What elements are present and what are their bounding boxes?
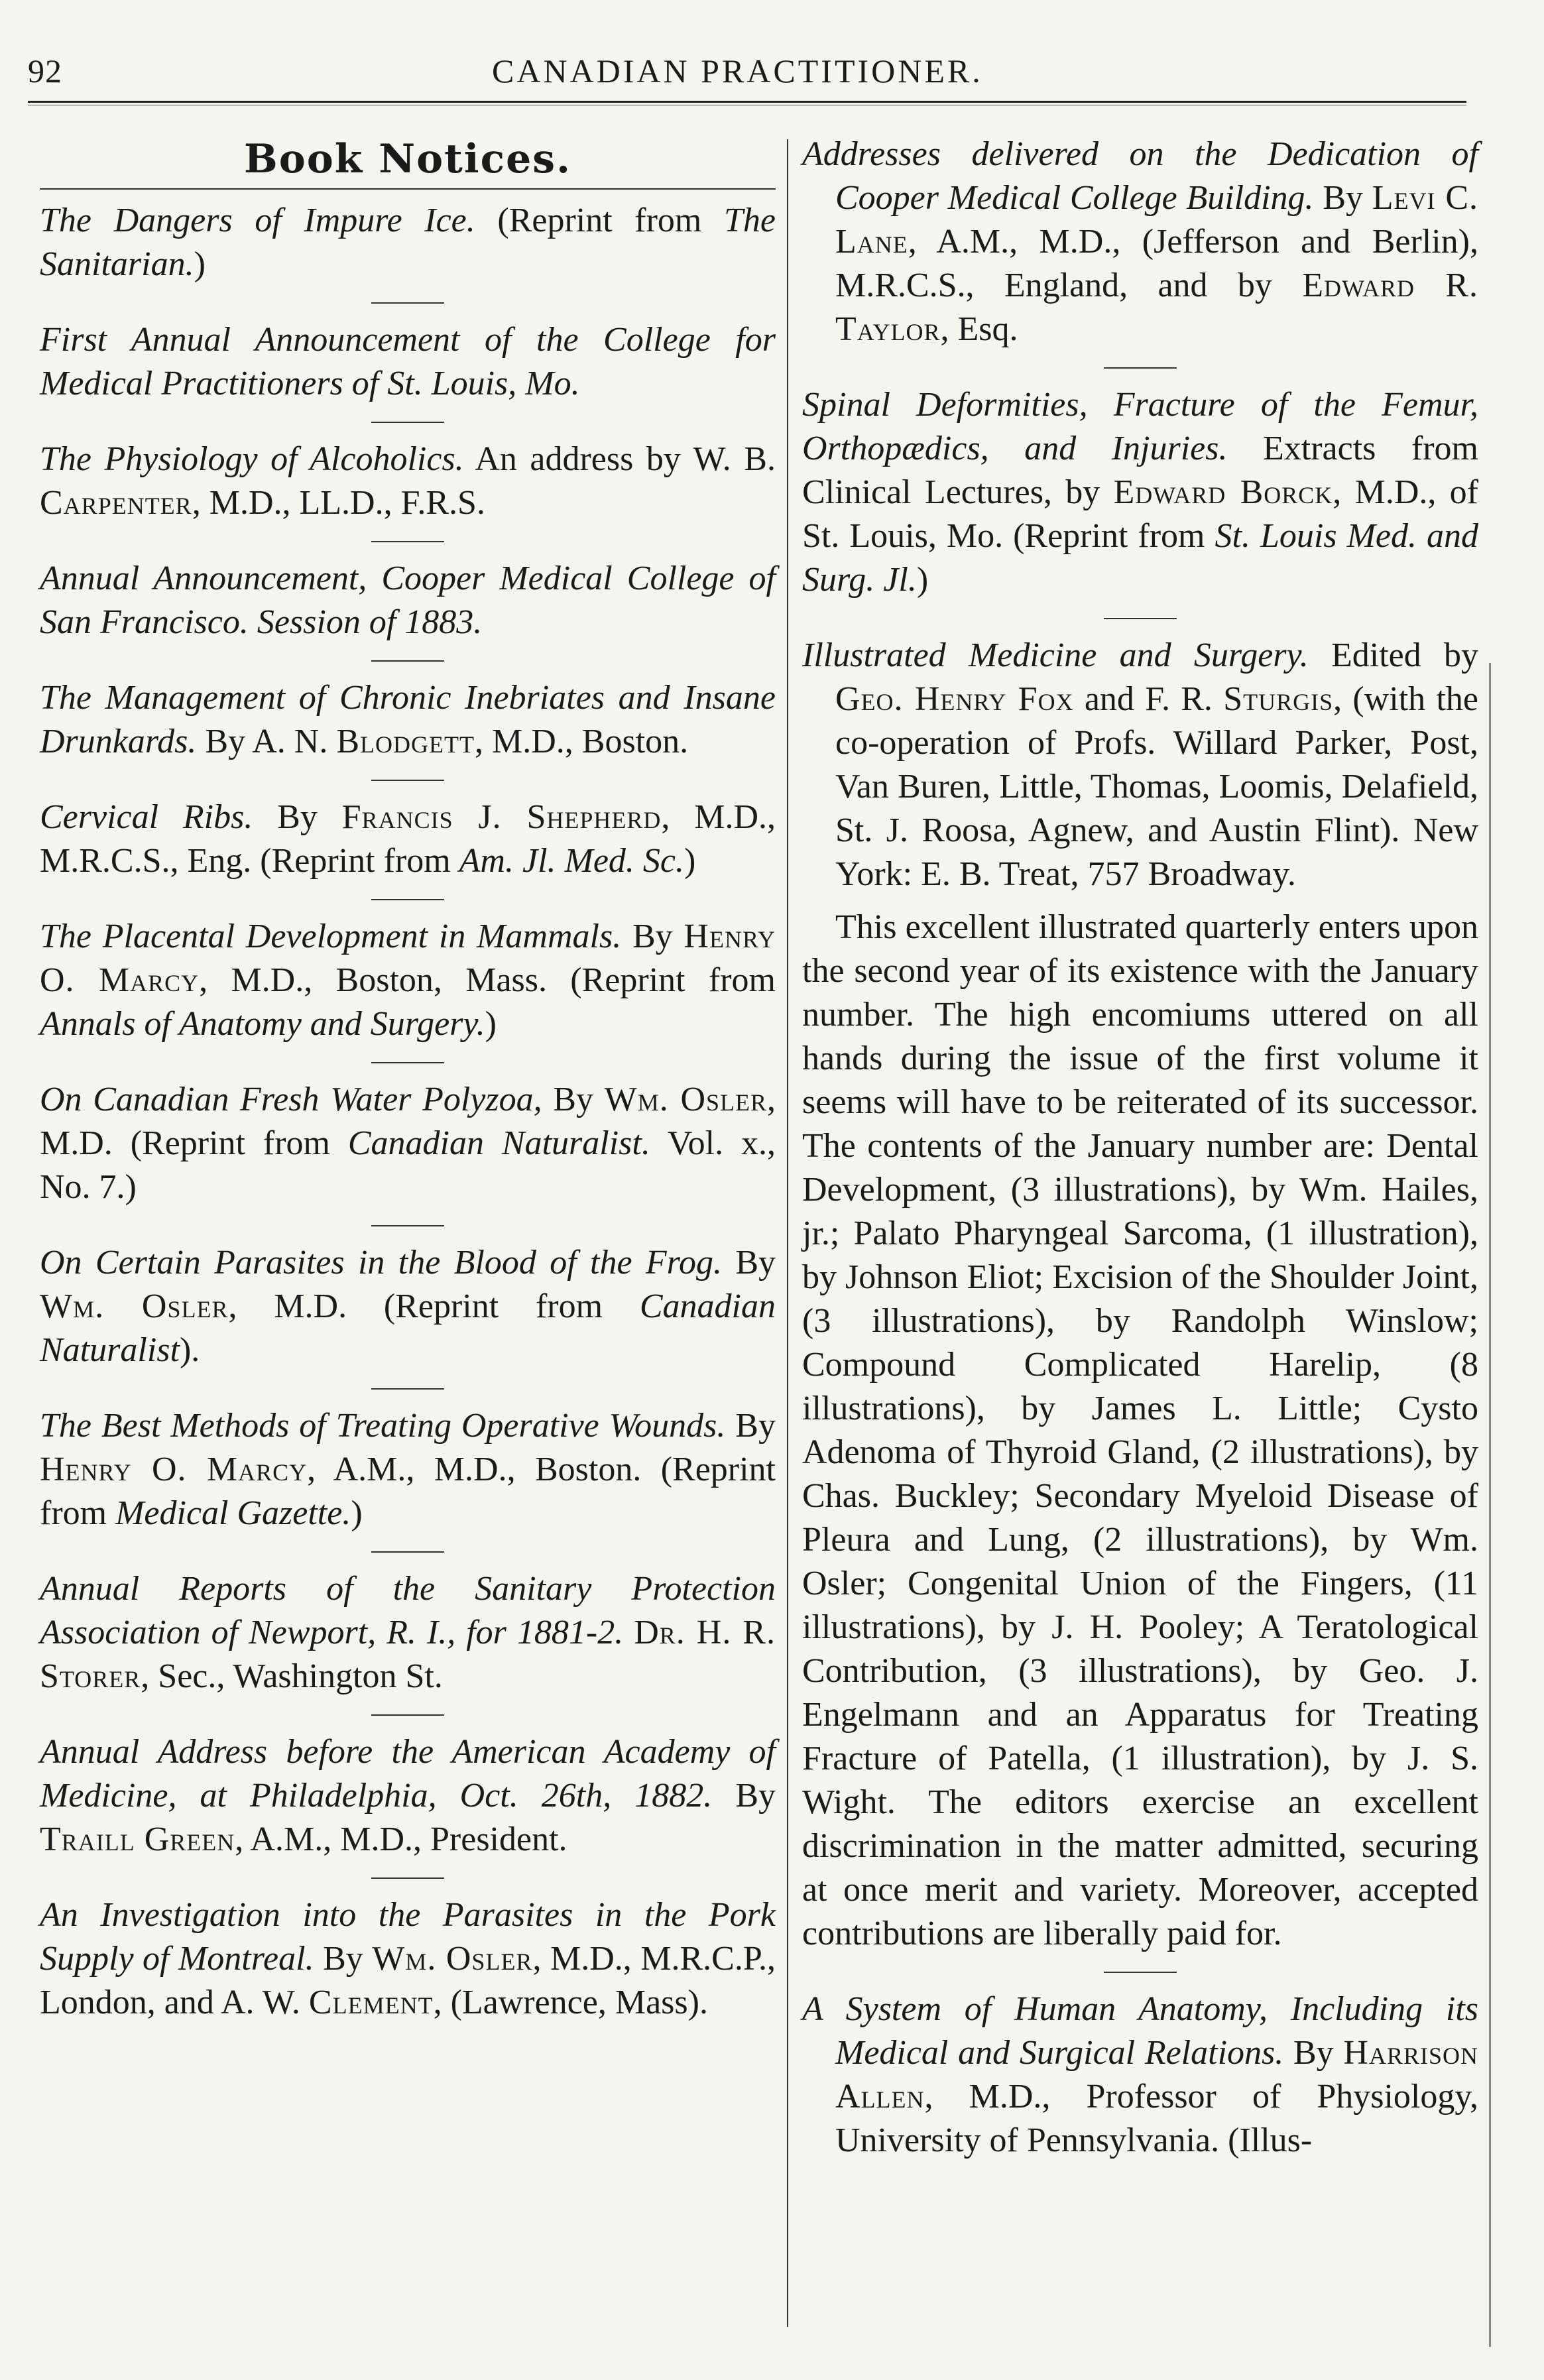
- book-source: St. Louis Med. and Surg. Jl.: [802, 517, 1478, 599]
- book-author: Clement: [308, 1984, 434, 2021]
- book-title: An Investigation into the Parasites in the Pork Supply of Montreal.: [40, 1896, 776, 1978]
- book-entry: The Management of Chronic Inebriates and Insane Drunkards. By A. N. Blodgett, M.D., Boston.: [40, 679, 776, 760]
- entry-separator: [371, 1877, 444, 1879]
- book-source: Medical Gazette.: [115, 1494, 351, 1532]
- entry-separator: [371, 1225, 444, 1226]
- book-entry: Annual Reports of the Sanitary Protection Association of Newport, R. I., for 1881-2. Dr. H. R. Storer, Sec., Washington St.: [40, 1570, 776, 1695]
- page-number: 92: [28, 52, 62, 89]
- book-title: Annual Address before the American Academy of Medicine, at Philadelphia, Oct. 26th, 1882.: [40, 1733, 776, 1815]
- book-entry: The Dangers of Impure Ice. (Reprint from The Sanitarian.): [40, 202, 776, 283]
- book-entry: On Certain Parasites in the Blood of the Frog. By Wm. Osler, M.D. (Reprint from Canadian Naturalist).: [40, 1244, 776, 1369]
- column-divider: [787, 139, 788, 2327]
- entry-separator: [371, 541, 444, 542]
- book-author: Carpenter: [40, 484, 192, 522]
- entry-separator: [371, 1062, 444, 1063]
- book-author: Dr. H. R. Storer: [40, 1614, 776, 1695]
- review-paragraph: This excellent illustrated quarterly enters upon the second year of its existence with the January number. The high encomiums uttered on all hands during the issue of the first volume it seems will have to be reiterated of its successor. The contents of the January number are: Dental Development, (3 illustrations), by Wm. Hailes, jr.; Palato Pharyngeal Sarcoma, (1 illustration), by Johnson Eliot; Excision of the Shoulder Joint, (3 illustrations), by Randolph Winslow; Compound Complicated Harelip, (8 illustrations), by James L. Little; Cysto Adenoma of Thyroid Gland, (2 illustrations), by Chas. Buckley; Secondary Myeloid Disease of Pleura and Lung, (2 illustrations), by Wm. Osler; Congenital Union of the Fingers, (11 illustrations), by J. H. Pooley; A Teratological Contribution, (3 illustrations), by Geo. J. Engelmann and an Apparatus for Treating Fracture of Patella, (1 illustration), by J. S. Wight. The editors exercise an excellent discrimination in the matter admitted, securing at once merit and variety. Moreover, accepted contributions are liberally paid for.: [802, 908, 1478, 1952]
- book-entry: Addresses delivered on the Dedication of Cooper Medical College Building. By Levi C. Lane, A.M., M.D., (Jefferson and Berlin), M.R.C.S., England, and by Edward R. Taylor, Esq.: [802, 135, 1478, 348]
- book-author: Harrison Allen: [835, 2034, 1478, 2115]
- book-entry: Spinal Deformities, Fracture of the Femur, Orthopædics, and Injuries. Extracts from Clinical Lectures, by Edward Borck, M.D., of St. Louis, Mo. (Reprint from St. Louis Med. and Surg. Jl.): [802, 386, 1478, 599]
- entry-separator: [1104, 1972, 1177, 1973]
- book-source: Canadian Naturalist: [40, 1287, 776, 1369]
- book-title: On Certain Parasites in the Blood of the Frog.: [40, 1244, 722, 1281]
- book-title: The Dangers of Impure Ice.: [40, 202, 475, 239]
- section-title: Book Notices.: [244, 136, 571, 182]
- book-entry: The Physiology of Alcoholics. An address by W. B. Carpenter, M.D., LL.D., F.R.S.: [40, 440, 776, 522]
- book-entry: The Placental Development in Mammals. By Henry O. Marcy, M.D., Boston, Mass. (Reprint from Annals of Anatomy and Surgery.): [40, 918, 776, 1043]
- book-source: The Sanitarian.: [40, 202, 776, 283]
- section-title-rule: [40, 188, 776, 190]
- book-author: Levi C. Lane: [835, 179, 1478, 261]
- book-title: On Canadian Fresh Water Polyzoa,: [40, 1081, 542, 1118]
- book-title: Spinal Deformities, Fracture of the Femur, Orthopædics, and Injuries.: [802, 386, 1478, 467]
- book-entry: Cervical Ribs. By Francis J. Shepherd, M.D., M.R.C.S., Eng. (Reprint from Am. Jl. Med. Sc.): [40, 798, 776, 880]
- book-source: Annals of Anatomy and Surgery.: [40, 1005, 485, 1043]
- book-entry: A System of Human Anatomy, Including its Medical and Surgical Relations. By Harrison Allen, M.D., Professor of Physiology, University of Pennsylvania. (Illus-: [802, 1990, 1478, 2159]
- entry-separator: [371, 1551, 444, 1553]
- book-title: The Placental Development in Mammals.: [40, 918, 622, 955]
- left-column: [40, 133, 776, 2025]
- book-entry: [40, 557, 776, 644]
- book-entry: Illustrated Medicine and Surgery. Edited by Geo. Henry Fox and F. R. Sturgis, (with the co-operation of Profs. Willard Parker, Post, Van Buren, Little, Thomas, Loomis, Delafield, St. J. Roosa, Agnew, and Austin Flint). New York: E. B. Treat, 757 Broadway.: [802, 636, 1478, 893]
- book-entry: An Investigation into the Parasites in the Pork Supply of Montreal. By Wm. Osler, M.D., M.R.C.P., London, and A. W. Clement, (Lawrence, Mass).: [40, 1896, 776, 2021]
- book-title: First Annual Announcement of the College for Medical Practitioners of St. Louis, Mo.: [40, 321, 776, 402]
- book-title: Illustrated Medicine and Surgery.: [802, 636, 1309, 674]
- header-rule: [28, 101, 1466, 103]
- entry-separator: [1104, 367, 1177, 369]
- book-entry: The Best Methods of Treating Operative Wounds. By Henry O. Marcy, A.M., M.D., Boston. (Reprint from Medical Gazette.): [40, 1407, 776, 1532]
- entry-separator: [371, 1714, 444, 1716]
- page-header: [28, 52, 1466, 105]
- book-title: A System of Human Anatomy, Including its Medical and Surgical Relations.: [802, 1990, 1478, 2072]
- book-entry: Annual Address before the American Academy of Medicine, at Philadelphia, Oct. 26th, 1882. By Traill Green, A.M., M.D., President.: [40, 1733, 776, 1858]
- entry-separator: [371, 780, 444, 781]
- book-author: Edward Borck: [1113, 473, 1333, 511]
- book-title: Annual Reports of the Sanitary Protection Association of Newport, R. I., for 1881-2.: [40, 1570, 776, 1651]
- entry-separator: [371, 1388, 444, 1390]
- book-title: Cervical Ribs.: [40, 798, 253, 836]
- book-title: The Physiology of Alcoholics.: [40, 440, 464, 478]
- book-author: Wm. Osler: [372, 1940, 533, 1978]
- book-author: Francis J. Shepherd: [341, 798, 662, 836]
- book-author: Sturgis: [1223, 680, 1334, 718]
- entry-separator: [371, 660, 444, 662]
- book-author: Blodgett: [336, 723, 475, 760]
- book-title: Annual Announcement, Cooper Medical College of San Francisco. Session of 1883.: [40, 560, 776, 641]
- binding-edge: [1489, 663, 1491, 2347]
- running-title: CANADIAN PRACTITIONER.: [492, 52, 983, 89]
- book-entry: [40, 318, 776, 406]
- book-author: Geo. Henry Fox: [835, 680, 1074, 718]
- book-author: Henry O. Marcy: [40, 918, 776, 999]
- entry-separator: [371, 302, 444, 304]
- entry-separator: [371, 422, 444, 423]
- entry-separator: [1104, 618, 1177, 619]
- book-author: Edward R. Taylor: [835, 267, 1478, 348]
- book-title: The Management of Chronic Inebriates and Insane Drunkards.: [40, 679, 776, 760]
- book-author: Wm. Osler: [40, 1287, 229, 1325]
- book-author: Henry O. Marcy: [40, 1451, 308, 1488]
- book-source: Am. Jl. Med. Sc.: [459, 842, 684, 880]
- book-title: Addresses delivered on the Dedication of Cooper Medical College Building.: [802, 135, 1478, 217]
- book-source: Canadian Naturalist.: [347, 1124, 650, 1162]
- right-column: [802, 133, 1478, 2163]
- book-title: The Best Methods of Treating Operative Wounds.: [40, 1407, 726, 1445]
- book-entry: On Canadian Fresh Water Polyzoa, By Wm. Osler, M.D. (Reprint from Canadian Naturalist. Vol. x., No. 7.): [40, 1081, 776, 1206]
- book-author: Wm. Osler: [604, 1081, 768, 1118]
- entry-separator: [371, 899, 444, 900]
- book-author: Traill Green: [40, 1820, 235, 1858]
